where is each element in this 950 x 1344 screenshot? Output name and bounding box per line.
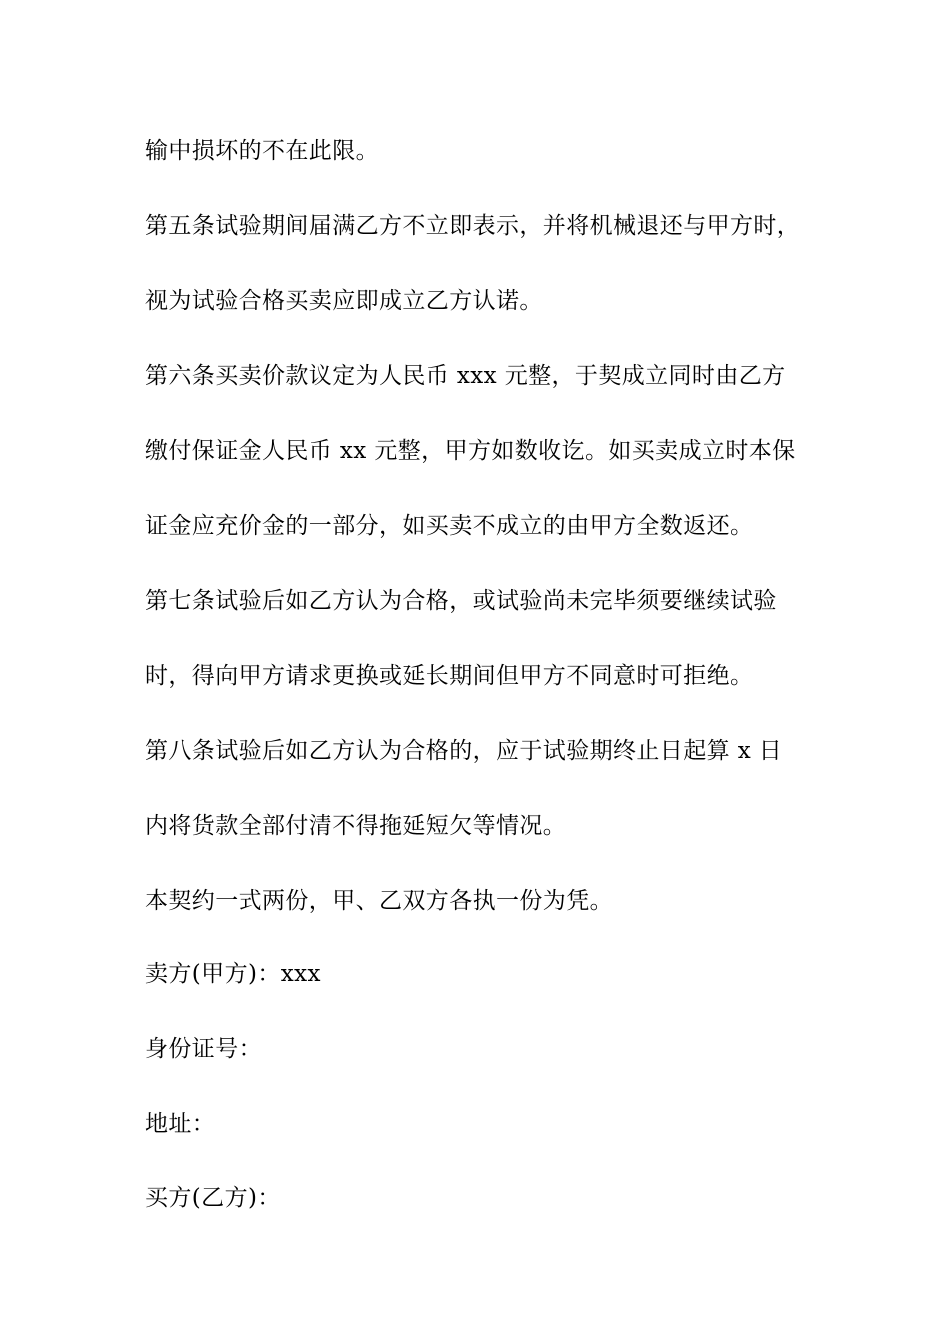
text-line-article-8-cont: 内将货款全部付清不得拖延短欠等情况。: [145, 813, 567, 839]
text-line-article-5-cont: 视为试验合格买卖应即成立乙方认诺。: [145, 288, 543, 314]
seller-label: 卖方(甲方)：xxx: [145, 961, 321, 987]
text-line-article-7-cont: 时，得向甲方请求更换或延长期间但甲方不同意时可拒绝。: [145, 663, 754, 689]
text-line-article-5: 第五条试验期间届满乙方不立即表示，并将机械退还与甲方时，: [145, 213, 801, 239]
id-number-label: 身份证号：: [145, 1036, 262, 1062]
text-line-article-6-cont-1: 缴付保证金人民币 xx 元整，甲方如数收讫。如买卖成立时本保: [145, 438, 796, 464]
text-line-article-7: 第七条试验后如乙方认为合格，或试验尚未完毕须要继续试验: [145, 588, 777, 614]
text-line-continuation: 输中损坏的不在此限。: [145, 138, 379, 164]
text-line-article-6: 第六条买卖价款议定为人民币 xxx 元整，于契成立同时由乙方: [145, 363, 786, 389]
buyer-label: 买方(乙方)：: [145, 1185, 281, 1211]
text-line-copies: 本契约一式两份，甲、乙双方各执一份为凭。: [145, 888, 613, 914]
text-line-article-6-cont-2: 证金应充价金的一部分，如买卖不成立的由甲方全数返还。: [145, 513, 754, 539]
text-line-article-8: 第八条试验后如乙方认为合格的，应于试验期终止日起算 x 日: [145, 738, 783, 764]
address-label: 地址：: [145, 1111, 216, 1137]
